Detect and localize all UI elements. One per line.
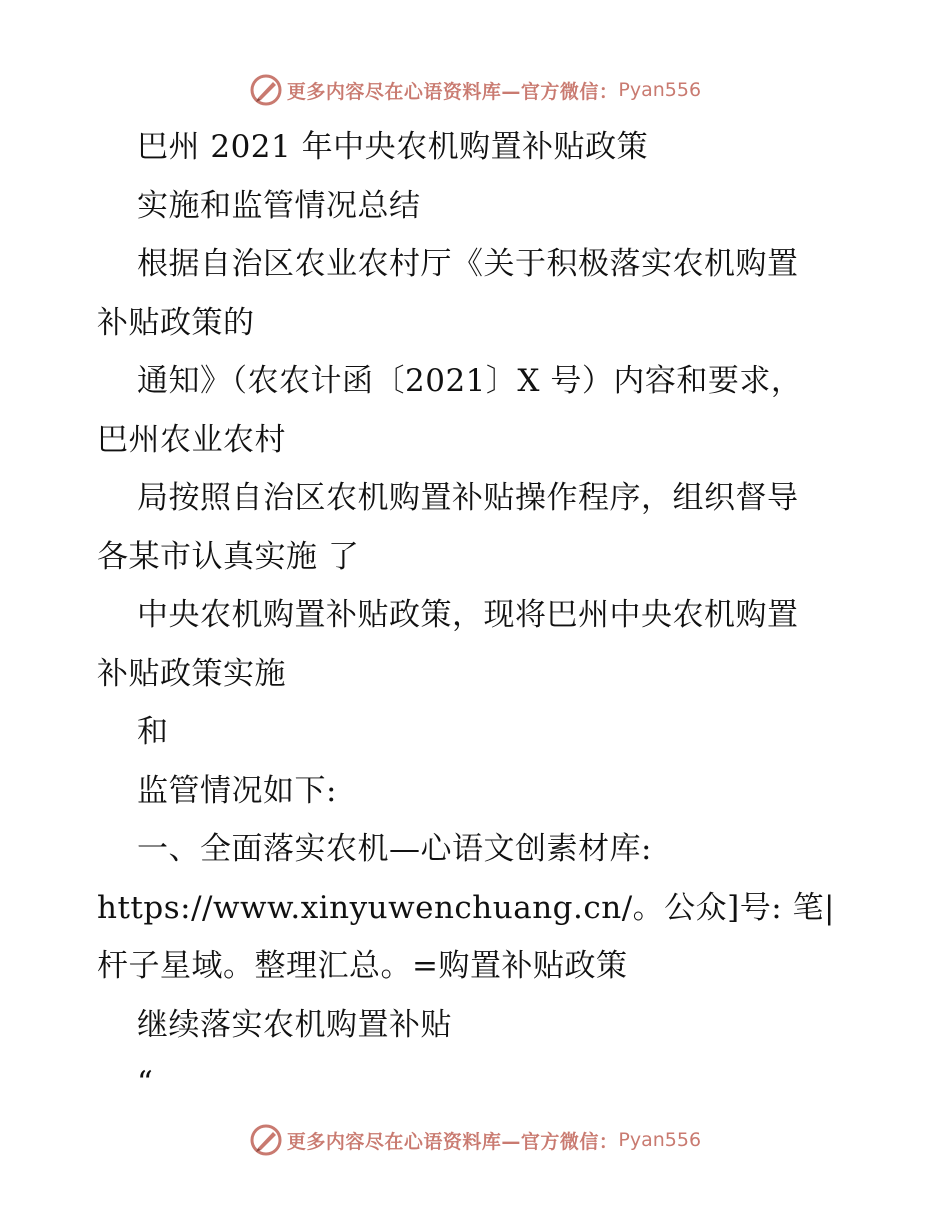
- banner-wechat-id: Pyan556: [618, 1129, 702, 1151]
- section-heading: 一、全面落实农机—心语文创素材库:: [137, 831, 652, 867]
- paragraph-line: 中央农机购置补贴政策，现将巴州中央农机购置: [137, 597, 799, 633]
- title-line-2: 实施和监管情况总结: [137, 187, 421, 224]
- paragraph-line: 监管情况如下:: [137, 772, 337, 809]
- paragraph-line: 补贴政策的: [97, 304, 255, 341]
- paragraph-line: 继续落实农机购置补贴: [137, 1006, 452, 1043]
- paragraph-line: 通知》（农农计函〔2021〕X 号）内容和要求，: [137, 363, 803, 399]
- paragraph-line: 各某市认真实施 了: [97, 538, 360, 575]
- title-line-1: 巴州 2021 年中央农机购置补贴政策: [137, 129, 649, 165]
- pen-circle-logo-icon: [249, 73, 283, 107]
- paragraph-line: https://www.xinyuwenchuang.cn/。公众]号: 笔|: [97, 889, 835, 926]
- pen-circle-logo-icon: [249, 1123, 283, 1157]
- banner-text: 更多内容尽在心语资料库—官方微信：: [286, 1130, 619, 1153]
- paragraph-line: 杆子星域。整理汇总。=购置补贴政策: [97, 948, 628, 984]
- banner-wechat-id: Pyan556: [618, 79, 702, 101]
- footer-watermark-banner: [0, 1120, 950, 1160]
- paragraph-line: 和: [137, 714, 169, 750]
- paragraph-line: 巴州农业农村: [97, 421, 286, 458]
- paragraph-line: “: [137, 1065, 154, 1101]
- paragraph-line: 根据自治区农业农村厅《关于积极落实农机购置: [137, 246, 799, 282]
- header-watermark-banner: [0, 70, 950, 110]
- paragraph-line: 局按照自治区农机购置补贴操作程序，组织督导: [137, 480, 799, 516]
- document-body: [97, 118, 857, 1113]
- banner-text: 更多内容尽在心语资料库—官方微信：: [286, 80, 619, 103]
- paragraph-line: 补贴政策实施: [97, 655, 286, 692]
